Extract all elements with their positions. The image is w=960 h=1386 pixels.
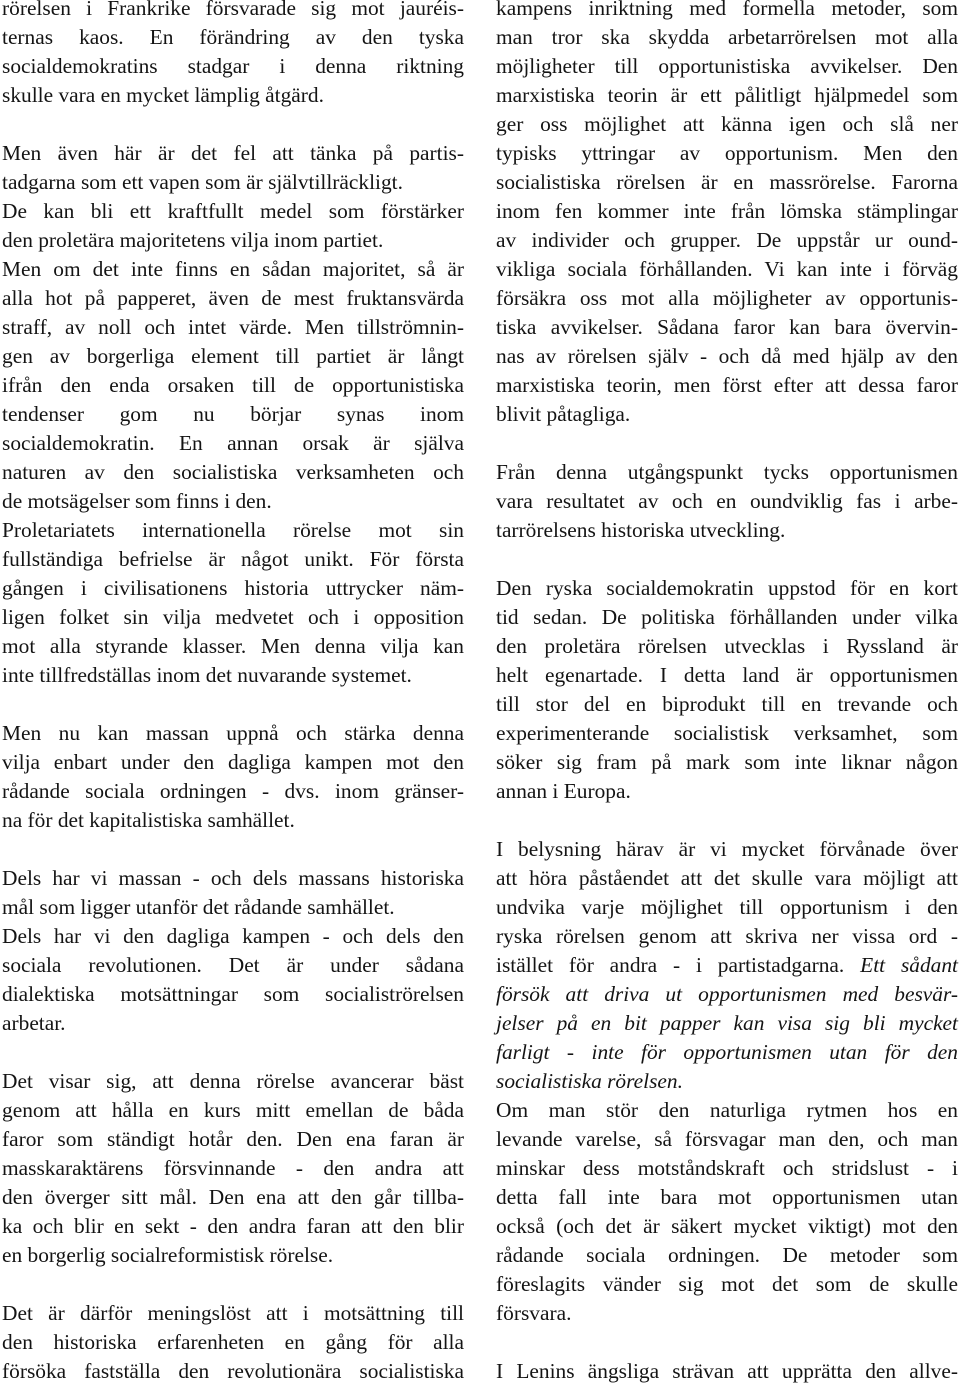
text-line bbox=[496, 1096, 958, 1125]
text-line bbox=[2, 777, 464, 806]
text-run: marxistiska teorin är ett pålitligt hjälpmedel som bbox=[496, 83, 958, 107]
text-line bbox=[2, 922, 464, 951]
text-run: arbetar. bbox=[2, 1011, 66, 1035]
text-run: blivit påtagliga. bbox=[496, 402, 631, 426]
text-run: ryska rörelsen genom att skriva ner vissa ord - bbox=[496, 924, 958, 948]
text-line bbox=[496, 864, 958, 893]
text-line bbox=[496, 284, 958, 313]
text-run: Dels har vi massan - och dels massans historiska bbox=[2, 866, 464, 890]
text-line bbox=[2, 1067, 464, 1096]
text-run: ternas kaos. En förändring av den tyska bbox=[2, 25, 464, 49]
text-run: den överger sitt mål. Den ena att den går tillba- bbox=[2, 1185, 464, 1209]
text-run: levande varelse, så försvagar man den, och man bbox=[496, 1127, 958, 1151]
text-run: söker sig fram på mark som inte liknar någon bbox=[496, 750, 958, 774]
text-line bbox=[496, 1183, 958, 1212]
text-line bbox=[496, 632, 958, 661]
text-run: kampens inriktning med formella metoder, som bbox=[496, 0, 958, 20]
text-line bbox=[496, 603, 958, 632]
text-line bbox=[496, 1067, 958, 1096]
text-line bbox=[496, 0, 958, 23]
text-run: vara resultatet av och en oundviklig fas i arbe- bbox=[496, 489, 958, 513]
text-run: vilja enbart under den dagliga kampen mot den bbox=[2, 750, 464, 774]
text-line bbox=[2, 168, 464, 197]
text-run: naturen av den socialistiska verksamheten och bbox=[2, 460, 464, 484]
text-run: försöka fastställa den revolutionära socialistiska bbox=[2, 1359, 464, 1383]
text-line bbox=[496, 342, 958, 371]
text-line bbox=[496, 226, 958, 255]
paragraph-gap bbox=[2, 1038, 464, 1067]
text-run: socialdemokratins stadgar i denna riktning bbox=[2, 54, 464, 78]
text-line bbox=[2, 23, 464, 52]
text-line bbox=[496, 1009, 958, 1038]
text-line bbox=[496, 516, 958, 545]
text-line bbox=[496, 168, 958, 197]
text-run: möjligheter till opportunistiska avvikelser. Den bbox=[496, 54, 958, 78]
italic-text-run: försök att driva ut opportunismen med besvär- bbox=[496, 982, 958, 1006]
text-run: annan i Europa. bbox=[496, 779, 631, 803]
text-line bbox=[2, 806, 464, 835]
text-run: ligen folket sin vilja medvetet och i opposition bbox=[2, 605, 464, 629]
text-run: typisks yttringar av opportunism. Men den bbox=[496, 141, 958, 165]
text-line bbox=[2, 371, 464, 400]
text-line bbox=[496, 661, 958, 690]
italic-text-run: socialistiska rörelsen. bbox=[496, 1069, 683, 1093]
text-run: gen av borgerliga element till partiet är långt bbox=[2, 344, 464, 368]
text-run: mot alla styrande klasser. Men denna vilja kan bbox=[2, 634, 464, 658]
text-line bbox=[496, 1357, 958, 1386]
text-run: tendenser gom nu börjar synas inom bbox=[2, 402, 464, 426]
text-line bbox=[496, 1125, 958, 1154]
text-run: Från denna utgångspunkt tycks opportunismen bbox=[496, 460, 958, 484]
text-line bbox=[2, 487, 464, 516]
text-run: ka och blir en sekt - den andra faran att den blir bbox=[2, 1214, 464, 1238]
text-line bbox=[2, 1241, 464, 1270]
text-line bbox=[2, 516, 464, 545]
text-line bbox=[496, 690, 958, 719]
text-run: minskar dess motståndskraft och stridslust - i bbox=[496, 1156, 958, 1180]
text-line bbox=[2, 1154, 464, 1183]
text-run: av individer och grupper. De uppstår ur ound- bbox=[496, 228, 958, 252]
text-run: fullständiga befrielse är något unikt. För första bbox=[2, 547, 464, 571]
text-run: vikliga sociala förhållanden. Vi kan inte i förväg bbox=[496, 257, 958, 281]
text-run: Om man stör den naturliga rytmen hos en bbox=[496, 1098, 958, 1122]
text-line bbox=[2, 719, 464, 748]
text-line bbox=[2, 284, 464, 313]
text-run: gången i civilisationens historia uttrycker näm- bbox=[2, 576, 464, 600]
text-run: skulle vara en mycket lämplig åtgärd. bbox=[2, 83, 324, 107]
text-line bbox=[496, 893, 958, 922]
text-line bbox=[2, 661, 464, 690]
text-line bbox=[496, 835, 958, 864]
text-run: na för det kapitalistiska samhället. bbox=[2, 808, 295, 832]
text-line bbox=[2, 400, 464, 429]
text-run: rådande sociala ordningen. De metoder som bbox=[496, 1243, 958, 1267]
text-run: dialektiska motsättningar som socialiströrelsen bbox=[2, 982, 464, 1006]
text-line bbox=[496, 1270, 958, 1299]
text-run: marxistiska teorin, men först efter att dessa faror bbox=[496, 373, 958, 397]
text-line bbox=[2, 951, 464, 980]
text-line bbox=[496, 52, 958, 81]
left-text-column bbox=[2, 0, 464, 1386]
text-line bbox=[2, 1009, 464, 1038]
text-line bbox=[496, 1299, 958, 1328]
text-run: mål som ligger utanför det rådande samhället. bbox=[2, 895, 395, 919]
text-run: inom fen kommer inte från lömska stämplingar bbox=[496, 199, 958, 223]
text-line bbox=[2, 52, 464, 81]
text-line bbox=[496, 951, 958, 980]
text-line bbox=[496, 110, 958, 139]
paragraph-gap bbox=[2, 110, 464, 139]
text-line bbox=[2, 980, 464, 1009]
text-line bbox=[496, 1038, 958, 1067]
text-line bbox=[2, 1183, 464, 1212]
text-line bbox=[496, 81, 958, 110]
text-line bbox=[496, 1154, 958, 1183]
text-line bbox=[2, 1125, 464, 1154]
text-run: till stor del en biprodukt till en trevande och bbox=[496, 692, 958, 716]
text-line bbox=[2, 632, 464, 661]
text-line bbox=[496, 574, 958, 603]
paragraph-gap bbox=[496, 429, 958, 458]
text-run: experimenterande socialistisk verksamhet, som bbox=[496, 721, 958, 745]
text-line bbox=[2, 81, 464, 110]
text-run: I belysning härav är vi mycket förvånade över bbox=[496, 837, 958, 861]
text-run: Det är därför meningslöst att i motsättning till bbox=[2, 1301, 464, 1325]
text-run: genom att hålla en kurs mitt emellan de båda bbox=[2, 1098, 464, 1122]
text-line bbox=[496, 922, 958, 951]
text-run: tarrörelsens historiska utveckling. bbox=[496, 518, 786, 542]
text-run: också (och det är säkert mycket viktigt) mot den bbox=[496, 1214, 958, 1238]
text-run: tadgarna som ett vapen som är självtillräckligt. bbox=[2, 170, 403, 194]
text-line bbox=[2, 139, 464, 168]
text-line bbox=[496, 313, 958, 342]
text-line bbox=[496, 371, 958, 400]
text-run: straff, av noll och intet värde. Men tillströmnin- bbox=[2, 315, 464, 339]
text-run: Men nu kan massan uppnå och stärka denna bbox=[2, 721, 464, 745]
text-run: Det visar sig, att denna rörelse avancerar bäst bbox=[2, 1069, 464, 1093]
text-run: Men om det inte finns en sådan majoritet, så är bbox=[2, 257, 464, 281]
text-line bbox=[2, 1357, 464, 1386]
right-text-column bbox=[496, 0, 958, 1386]
text-run: rörelsen i Frankrike försvarade sig mot jauréis- bbox=[2, 0, 464, 20]
text-line bbox=[496, 1212, 958, 1241]
text-line bbox=[496, 748, 958, 777]
text-run: den proletära majoritetens vilja inom partiet. bbox=[2, 228, 384, 252]
text-line bbox=[2, 1299, 464, 1328]
text-line bbox=[2, 545, 464, 574]
text-line bbox=[2, 429, 464, 458]
text-line bbox=[2, 255, 464, 284]
text-line bbox=[496, 487, 958, 516]
text-run: I Lenins ängsliga strävan att upprätta den allve- bbox=[496, 1359, 958, 1383]
text-run: tiska avvikelser. Sådana faror kan bara övervin- bbox=[496, 315, 958, 339]
text-line bbox=[2, 342, 464, 371]
text-line bbox=[2, 893, 464, 922]
text-line bbox=[2, 574, 464, 603]
text-line bbox=[496, 255, 958, 284]
text-line bbox=[2, 313, 464, 342]
text-run: försäkra oss mot alla möjligheter av opportunis- bbox=[496, 286, 958, 310]
paragraph-gap bbox=[2, 690, 464, 719]
text-run: rådande sociala ordningen - dvs. inom gränser- bbox=[2, 779, 464, 803]
text-run: masskaraktärens försvinnande - den andra att bbox=[2, 1156, 464, 1180]
text-run: detta fall inte bara mot opportunismen utan bbox=[496, 1185, 958, 1209]
text-line bbox=[2, 603, 464, 632]
text-run: helt egenartade. I detta land är opportunismen bbox=[496, 663, 958, 687]
text-run: den proletära rörelsen utvecklas i Ryssland är bbox=[496, 634, 958, 658]
text-line bbox=[496, 23, 958, 52]
text-run: Den ryska socialdemokratin uppstod för en kort bbox=[496, 576, 958, 600]
text-run: man tror ska skydda arbetarrörelsen mot alla bbox=[496, 25, 958, 49]
text-run: socialistiska rörelsen är en massrörelse. Farorna bbox=[496, 170, 958, 194]
text-run: Men även här är det fel att tänka på partis- bbox=[2, 141, 464, 165]
text-run: Dels har vi den dagliga kampen - och dels den bbox=[2, 924, 464, 948]
text-run: försvara. bbox=[496, 1301, 572, 1325]
text-run: nas av rörelsen själv - och då med hjälp av den bbox=[496, 344, 958, 368]
text-line bbox=[496, 980, 958, 1009]
text-line bbox=[496, 719, 958, 748]
text-line bbox=[2, 458, 464, 487]
text-line bbox=[2, 226, 464, 255]
text-run: en borgerlig socialreformistisk rörelse. bbox=[2, 1243, 334, 1267]
paragraph-gap bbox=[2, 1270, 464, 1299]
text-line bbox=[2, 1328, 464, 1357]
text-run: ifrån den enda orsaken till de opportunistiska bbox=[2, 373, 464, 397]
text-run: socialdemokratin. En annan orsak är själva bbox=[2, 431, 464, 455]
text-run: de motsägelser som finns i den. bbox=[2, 489, 272, 513]
text-line bbox=[496, 139, 958, 168]
text-run: att höra påståendet att det skulle vara möjligt att bbox=[496, 866, 958, 890]
text-run: istället för andra - i partistadgarna. bbox=[496, 953, 845, 977]
text-line bbox=[2, 864, 464, 893]
text-run: sociala revolutionen. Det är under sådana bbox=[2, 953, 464, 977]
text-run: De kan bli ett kraftfullt medel som förstärker bbox=[2, 199, 464, 223]
text-run: undvika varje möjlighet till opportunism i den bbox=[496, 895, 958, 919]
text-line bbox=[496, 777, 958, 806]
text-run: inte tillfredställas inom det nuvarande systemet. bbox=[2, 663, 412, 687]
text-line bbox=[2, 1212, 464, 1241]
text-line bbox=[496, 197, 958, 226]
italic-text-run: Ett sådant bbox=[860, 953, 958, 977]
italic-text-run: farligt - inte för opportunismen utan för den bbox=[496, 1040, 958, 1064]
text-line bbox=[496, 400, 958, 429]
text-line bbox=[2, 197, 464, 226]
text-run: ger oss möjlighet att känna igen och slå ner bbox=[496, 112, 958, 136]
text-run: Proletariatets internationella rörelse mot sin bbox=[2, 518, 464, 542]
paragraph-gap bbox=[2, 835, 464, 864]
text-run: faror som ständigt hotår den. Den ena faran är bbox=[2, 1127, 464, 1151]
text-run: den historiska erfarenheten en gång för alla bbox=[2, 1330, 464, 1354]
paragraph-gap bbox=[496, 1328, 958, 1357]
text-line bbox=[2, 748, 464, 777]
paragraph-gap bbox=[496, 545, 958, 574]
text-line bbox=[496, 458, 958, 487]
italic-text-run: jelser på en bit papper kan visa sig bli mycket bbox=[496, 1011, 958, 1035]
text-run: alla hot på papperet, även de mest fruktansvärda bbox=[2, 286, 464, 310]
text-line bbox=[2, 1096, 464, 1125]
text-run: föreslagits vänder sig mot det som de skulle bbox=[496, 1272, 958, 1296]
paragraph-gap bbox=[496, 806, 958, 835]
text-run: tid sedan. De politiska förhållanden under vilka bbox=[496, 605, 958, 629]
text-line bbox=[2, 0, 464, 23]
text-line bbox=[496, 1241, 958, 1270]
